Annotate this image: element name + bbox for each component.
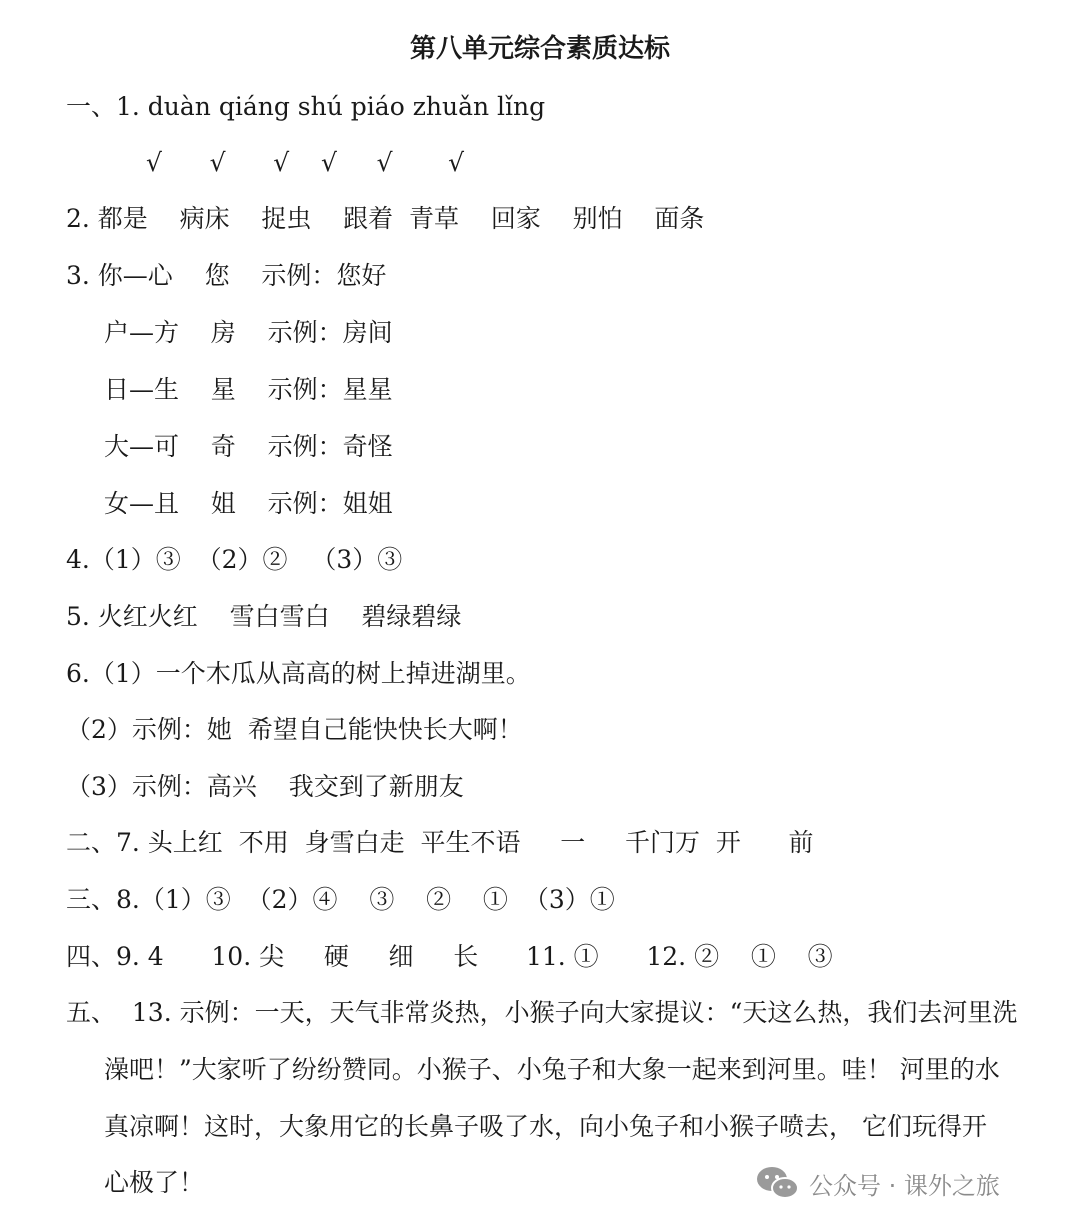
page-title: 第八单元综合素质达标 (409, 34, 670, 64)
answer-line: 2. 都是 病床 捉虫 跟着 青草 回家 别怕 面条 (66, 204, 705, 233)
answer-line: 3. 你—心 您 示例：您好 (66, 261, 387, 290)
answer-line: √ √ √ √ √ √ (146, 148, 465, 177)
answer-line: （2）示例：她 希望自己能快快长大啊！ (66, 715, 523, 744)
answer-line: 四、9. 4 10. 尖 硬 细 长 11. ① 12. ② ① ③ (66, 942, 833, 971)
answer-line: 大—可 奇 示例：奇怪 (104, 432, 393, 461)
answer-line: 6.（1）一个木瓜从高高的树上掉进湖里。 (66, 659, 531, 688)
answer-line: 户—方 房 示例：房间 (104, 318, 393, 347)
answer-line: 5. 火红火红 雪白雪白 碧绿碧绿 (66, 602, 462, 631)
answer-line: 日—生 星 示例：星星 (104, 375, 393, 404)
answer-line: 真凉啊！这时，大象用它的长鼻子吸了水，向小兔子和小猴子喷去， 它们玩得开 (104, 1112, 987, 1141)
answer-line: 4.（1）③ （2）② （3）③ (66, 545, 403, 574)
answer-line: （3）示例：高兴 我交到了新朋友 (66, 772, 464, 801)
answer-line: 心极了！ (104, 1168, 205, 1197)
answer-line: 五、 13. 示例：一天，天气非常炎热，小猴子向大家提议：“天这么热，我们去河里洗 (66, 998, 1018, 1027)
watermark (755, 1163, 1000, 1203)
answer-line: 澡吧！”大家听了纷纷赞同。小猴子、小兔子和大象一起来到河里。哇！ 河里的水 (104, 1055, 1000, 1084)
answer-line: 女—且 姐 示例：姐姐 (104, 489, 393, 518)
wechat-icon (755, 1163, 801, 1203)
answer-line: 三、8.（1）③ （2）④ ③ ② ① （3）① (66, 885, 615, 914)
watermark-text: 公众号 · 课外之旅 (809, 1171, 1000, 1200)
answer-line: 二、7. 头上红 不用 身雪白走 平生不语 一 千门万 开 前 (66, 828, 814, 857)
answer-line: 一、1. duàn qiáng shú piáo zhuǎn lǐng (66, 92, 546, 121)
